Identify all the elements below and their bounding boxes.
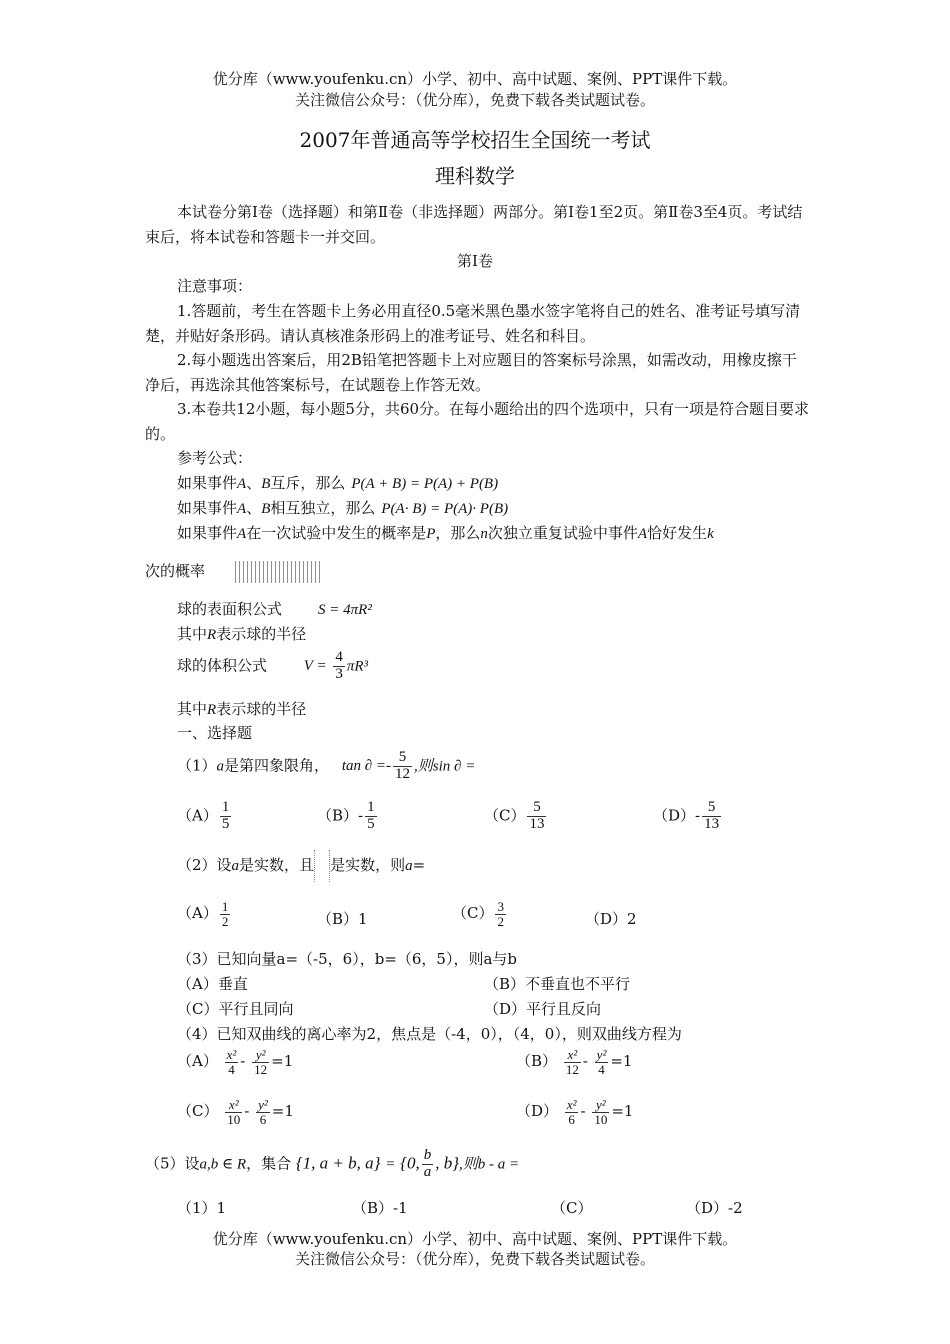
note-2: 2.每小题选出答案后，用2B铅笔把答题卡上对应题目的答案标号涂黑，如需改动，用橡皮擦干净后，再选涂其他答案标号，在试题卷上作答无效。 xyxy=(145,351,797,394)
q3-option-c[interactable]: （C）平行且同向 xyxy=(177,1000,294,1018)
question-5-stem: （5）设a,b ∈ R，集合 {1, a + b, a} = {0, $\frac{b}{a}$ , b},则b - a = xyxy=(145,1147,520,1180)
formula-independent: 如果事件A、B相互独立，那么 P(A· B) = P(A)· P(B) xyxy=(177,499,509,517)
q5-option-d[interactable]: （D）-2 xyxy=(686,1199,743,1217)
question-3-stem: （3）已知向量a=（-5，6），b=（6，5），则a与b xyxy=(177,950,518,968)
q4-option-d[interactable]: （D） $\frac{\text{x²}}{6}$ - $\frac{\text{y²}}{10}$ =1 xyxy=(516,1097,634,1127)
q5-option-b[interactable]: （B）-1 xyxy=(352,1199,408,1217)
exam-title: 2007年普通高等学校招生全国统一考试 xyxy=(299,128,651,152)
section-heading: 一、选择题 xyxy=(177,724,253,742)
radius-note-1: 其中R表示球的半径 xyxy=(177,625,307,643)
q5-option-c[interactable]: （C） xyxy=(551,1199,593,1217)
q3-option-d[interactable]: （D）平行且反向 xyxy=(484,1000,602,1018)
sphere-area-formula: 球的表面积公式 S = 4πR² xyxy=(177,600,372,618)
footer-line-2: 关注微信公众号：（优分库），免费下载各类试题试卷。 xyxy=(294,1250,655,1268)
note-3: 3.本卷共12小题，每小题5分，共60分。在每小题给出的四个选项中，只有一项是符合题目要求的。 xyxy=(145,400,810,443)
binomial-formula-image xyxy=(235,561,321,583)
notes-heading: 注意事项： xyxy=(177,277,253,295)
q1-option-b[interactable]: （B）- $\frac{1}{5}$ xyxy=(317,799,375,832)
sphere-volume-formula: 球的体积公式 V = $\frac{4}{3}$ πR³ xyxy=(177,649,369,682)
q4-option-c[interactable]: （C） $\frac{\text{x²}}{10}$ - $\frac{\text{y²}}{6}$ =1 xyxy=(177,1097,294,1127)
q4-option-b[interactable]: （B） $\frac{\text{x²}}{12}$ - $\frac{\text{y²}}{4}$ =1 xyxy=(516,1047,633,1077)
q1-option-d[interactable]: （D）- $\frac{5}{13}$ xyxy=(653,799,720,832)
header-line-1: 优分库（www.youfenku.cn）小学、初中、高中试题、案例、PPT课件下载。 xyxy=(212,70,738,88)
formulas-heading: 参考公式： xyxy=(177,449,253,467)
question-2-stem: （2）设a是实数，且 是实数，则a= xyxy=(177,850,425,882)
q5-option-a[interactable]: （1）1 xyxy=(177,1199,227,1217)
q1-option-c[interactable]: （C） $\frac{5}{13}$ xyxy=(484,799,545,832)
note-1: 1.答题前，考生在答题卡上务必用直径0.5毫米黑色墨水签字笔将自己的姓名、准考证号填写清楚，并贴好条形码。请认真核准条形码上的准考证号、姓名和科目。 xyxy=(145,302,801,345)
question-1-stem: （1）a是第四象限角， tan ∂ =- $\frac{5}{12}$ ,则sin ∂ = xyxy=(177,749,476,782)
q4-option-a[interactable]: （A） $\frac{\text{x²}}{4}$ - $\frac{\text{y²}}{12}$ =1 xyxy=(177,1047,294,1077)
header-line-2: 关注微信公众号：（优分库），免费下载各类试题试卷。 xyxy=(294,91,655,109)
q2-option-d[interactable]: （D）2 xyxy=(585,910,637,928)
q3-option-a[interactable]: （A）垂直 xyxy=(177,975,248,993)
intro-paragraph: 本试卷分第Ⅰ卷（选择题）和第Ⅱ卷（非选择题）两部分。第Ⅰ卷1至2页。第Ⅱ卷3至4页。考试结束后，将本试卷和答题卡一并交回。 xyxy=(145,203,803,246)
q2-option-b[interactable]: （B）1 xyxy=(317,910,368,928)
question-4-stem: （4）已知双曲线的离心率为2，焦点是（-4，0），（4，0），则双曲线方程为 xyxy=(177,1025,682,1043)
q2-option-c[interactable]: （C） $\frac{3}{2}$ xyxy=(452,899,504,929)
formula-exclusive: 如果事件A、B互斥，那么 P(A + B) = P(A) + P(B) xyxy=(177,474,499,492)
formula-binomial-line: 如果事件A在一次试验中发生的概率是P，那么n次独立重复试验中事件A恰好发生k xyxy=(177,524,714,542)
q1-option-a[interactable]: （A） $\frac{1}{5}$ xyxy=(177,799,230,832)
exam-subtitle: 理科数学 xyxy=(435,164,515,188)
fraction-image xyxy=(314,850,330,882)
footer-line-1: 优分库（www.youfenku.cn）小学、初中、高中试题、案例、PPT课件下载。 xyxy=(212,1230,738,1248)
radius-note-2: 其中R表示球的半径 xyxy=(177,700,307,718)
formula-binomial-prob: 次的概率 xyxy=(145,560,321,583)
volume-heading: 第Ⅰ卷 xyxy=(457,252,493,270)
q2-option-a[interactable]: （A） $\frac{1}{2}$ xyxy=(177,899,229,929)
q3-option-b[interactable]: （B）不垂直也不平行 xyxy=(484,975,631,993)
